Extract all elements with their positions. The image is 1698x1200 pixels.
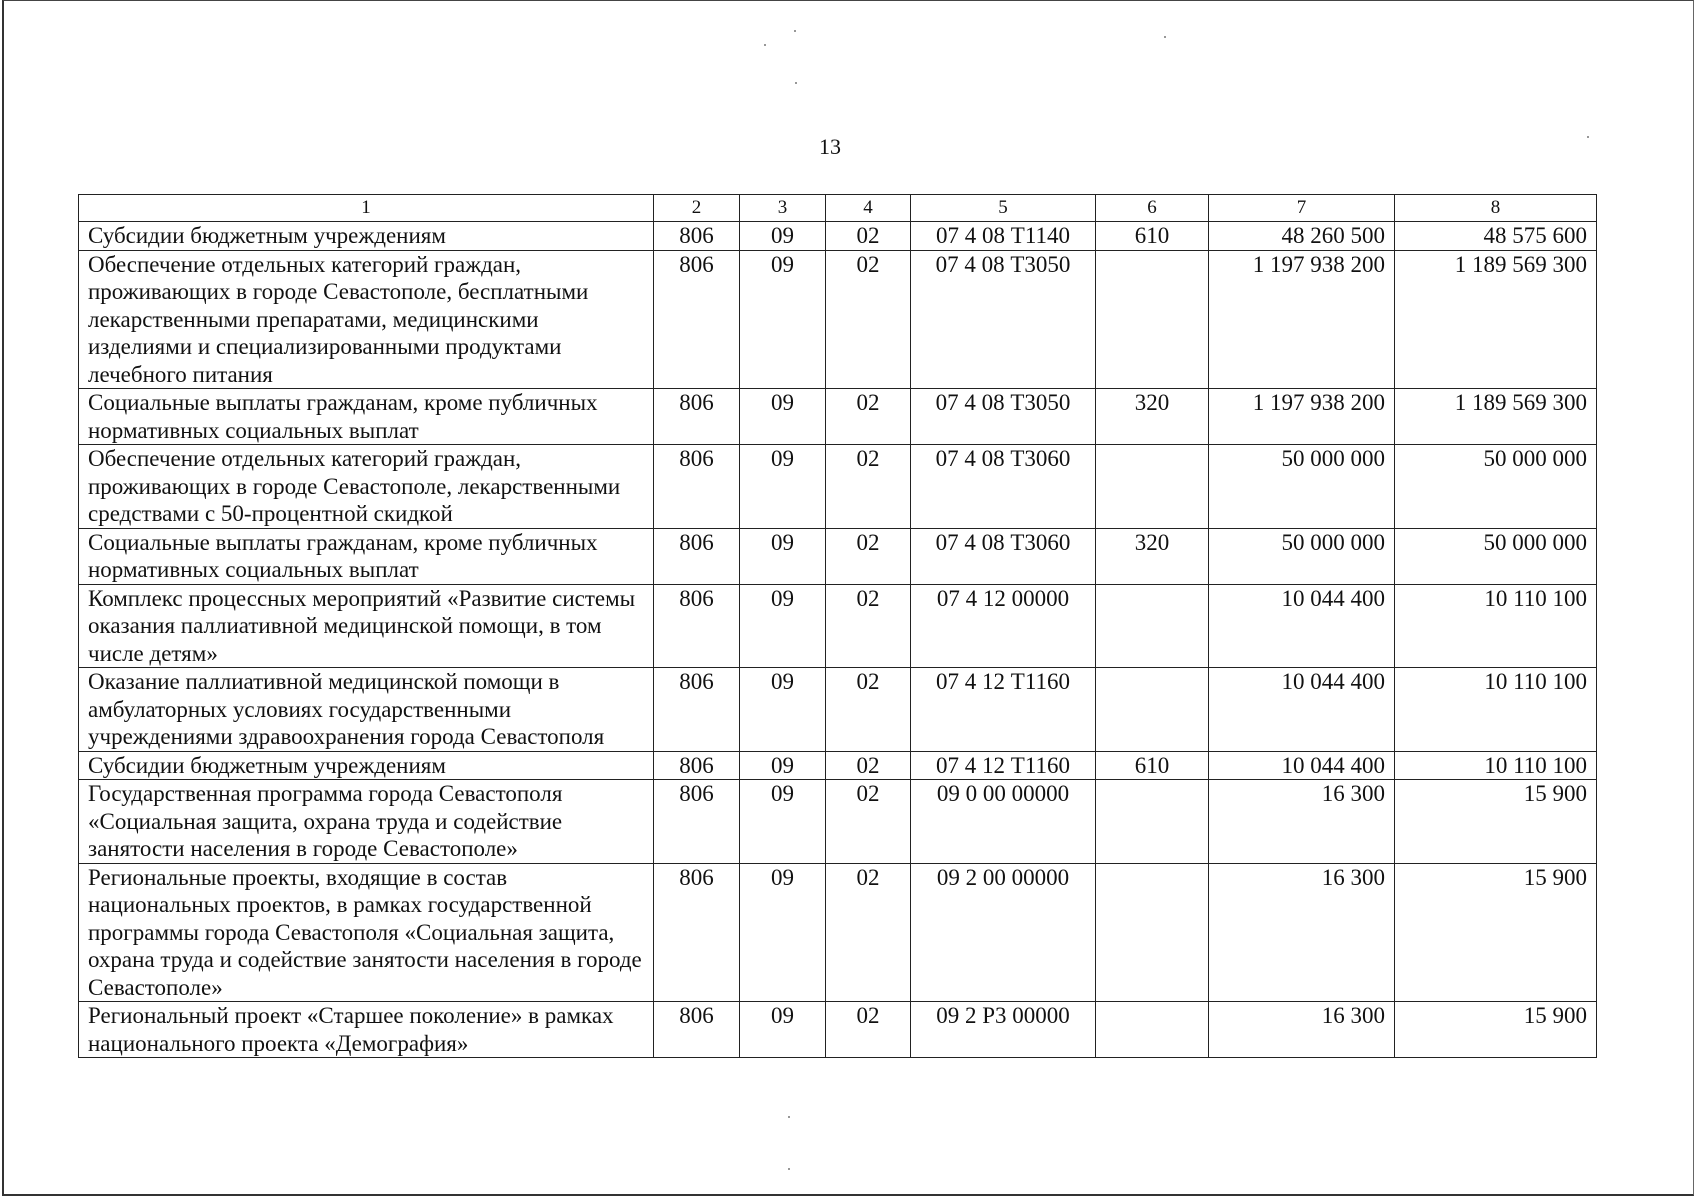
row-name: Оказание паллиативной медицинской помощи в амбулаторных условиях государственными учреждениями здравоохранения города Севастополя [79, 668, 654, 752]
amount-year-1: 50 000 000 [1209, 528, 1395, 584]
subsection-code: 02 [826, 863, 911, 1002]
amount-year-2: 48 575 600 [1395, 222, 1597, 251]
ministry-code: 806 [654, 222, 740, 251]
subsection-code: 02 [826, 668, 911, 752]
ministry-code: 806 [654, 528, 740, 584]
column-header: 6 [1096, 195, 1209, 222]
ministry-code: 806 [654, 751, 740, 780]
row-name: Обеспечение отдельных категорий граждан, проживающих в городе Севастополе, лекарственными средствами с 50-процентной скидкой [79, 445, 654, 529]
column-header: 4 [826, 195, 911, 222]
ministry-code: 806 [654, 584, 740, 668]
table-row [79, 222, 1597, 251]
subsection-code: 02 [826, 389, 911, 445]
row-name: Субсидии бюджетным учреждениям [79, 222, 654, 251]
row-name: Государственная программа города Севастополя «Социальная защита, охрана труда и содействие занятости населения в городе Севастополе» [79, 780, 654, 864]
subsection-code: 02 [826, 1002, 911, 1058]
section-code: 09 [740, 389, 826, 445]
row-name: Социальные выплаты гражданам, кроме публичных нормативных социальных выплат [79, 389, 654, 445]
table-row [79, 780, 1597, 864]
table-header-row [79, 195, 1597, 222]
expense-type-code [1096, 780, 1209, 864]
target-article-code: 07 4 08 Т3050 [911, 250, 1096, 389]
target-article-code: 07 4 08 Т3060 [911, 528, 1096, 584]
target-article-code: 07 4 08 Т3050 [911, 389, 1096, 445]
amount-year-2: 50 000 000 [1395, 445, 1597, 529]
page-number: 13 [819, 134, 841, 159]
table-row [79, 751, 1597, 780]
column-header: 8 [1395, 195, 1597, 222]
column-header: 7 [1209, 195, 1395, 222]
subsection-code: 02 [826, 528, 911, 584]
expense-type-code [1096, 584, 1209, 668]
amount-year-1: 16 300 [1209, 1002, 1395, 1058]
table-row [79, 668, 1597, 752]
amount-year-1: 50 000 000 [1209, 445, 1395, 529]
ministry-code: 806 [654, 863, 740, 1002]
expense-type-code: 610 [1096, 751, 1209, 780]
expense-type-code [1096, 445, 1209, 529]
expense-type-code [1096, 1002, 1209, 1058]
section-code: 09 [740, 584, 826, 668]
amount-year-2: 1 189 569 300 [1395, 389, 1597, 445]
row-name: Социальные выплаты гражданам, кроме публичных нормативных социальных выплат [79, 528, 654, 584]
scan-speck [1587, 136, 1589, 138]
amount-year-1: 10 044 400 [1209, 584, 1395, 668]
expense-type-code: 320 [1096, 389, 1209, 445]
section-code: 09 [740, 445, 826, 529]
amount-year-2: 15 900 [1395, 863, 1597, 1002]
scan-speck [1164, 36, 1166, 38]
expense-type-code: 320 [1096, 528, 1209, 584]
target-article-code: 07 4 12 Т1160 [911, 751, 1096, 780]
amount-year-1: 1 197 938 200 [1209, 250, 1395, 389]
subsection-code: 02 [826, 445, 911, 529]
row-name: Обеспечение отдельных категорий граждан, проживающих в городе Севастополе, бесплатными лекарственными препаратами, медицинскими изделиями и специализированными продуктами лечебного питания [79, 250, 654, 389]
subsection-code: 02 [826, 222, 911, 251]
table-row [79, 250, 1597, 389]
expense-type-code [1096, 250, 1209, 389]
column-header: 1 [79, 195, 654, 222]
amount-year-1: 10 044 400 [1209, 668, 1395, 752]
scan-speck [788, 1116, 790, 1118]
scan-speck [764, 44, 766, 46]
row-name: Комплекс процессных мероприятий «Развитие системы оказания паллиативной медицинской помощи, в том числе детям» [79, 584, 654, 668]
column-header: 3 [740, 195, 826, 222]
target-article-code: 09 2 Р3 00000 [911, 1002, 1096, 1058]
table-row [79, 445, 1597, 529]
table-row [79, 863, 1597, 1002]
ministry-code: 806 [654, 445, 740, 529]
ministry-code: 806 [654, 1002, 740, 1058]
scan-speck [788, 1168, 790, 1170]
ministry-code: 806 [654, 250, 740, 389]
amount-year-1: 1 197 938 200 [1209, 389, 1395, 445]
amount-year-1: 16 300 [1209, 780, 1395, 864]
target-article-code: 07 4 12 Т1160 [911, 668, 1096, 752]
budget-table [78, 194, 1597, 1058]
section-code: 09 [740, 780, 826, 864]
amount-year-2: 10 110 100 [1395, 584, 1597, 668]
ministry-code: 806 [654, 780, 740, 864]
ministry-code: 806 [654, 668, 740, 752]
amount-year-1: 48 260 500 [1209, 222, 1395, 251]
column-header: 2 [654, 195, 740, 222]
section-code: 09 [740, 250, 826, 389]
target-article-code: 09 2 00 00000 [911, 863, 1096, 1002]
target-article-code: 07 4 08 Т1140 [911, 222, 1096, 251]
subsection-code: 02 [826, 751, 911, 780]
row-name: Региональный проект «Старшее поколение» в рамках национального проекта «Демография» [79, 1002, 654, 1058]
subsection-code: 02 [826, 584, 911, 668]
target-article-code: 09 0 00 00000 [911, 780, 1096, 864]
expense-type-code [1096, 668, 1209, 752]
scan-speck [795, 82, 797, 84]
subsection-code: 02 [826, 250, 911, 389]
table-row [79, 584, 1597, 668]
section-code: 09 [740, 1002, 826, 1058]
section-code: 09 [740, 668, 826, 752]
target-article-code: 07 4 08 Т3060 [911, 445, 1096, 529]
expense-type-code [1096, 863, 1209, 1002]
section-code: 09 [740, 528, 826, 584]
target-article-code: 07 4 12 00000 [911, 584, 1096, 668]
row-name: Субсидии бюджетным учреждениям [79, 751, 654, 780]
amount-year-2: 10 110 100 [1395, 668, 1597, 752]
table-row [79, 528, 1597, 584]
expense-type-code: 610 [1096, 222, 1209, 251]
ministry-code: 806 [654, 389, 740, 445]
subsection-code: 02 [826, 780, 911, 864]
amount-year-2: 15 900 [1395, 1002, 1597, 1058]
table-row [79, 389, 1597, 445]
amount-year-2: 1 189 569 300 [1395, 250, 1597, 389]
section-code: 09 [740, 863, 826, 1002]
section-code: 09 [740, 751, 826, 780]
scan-speck [794, 30, 796, 32]
amount-year-2: 15 900 [1395, 780, 1597, 864]
column-header: 5 [911, 195, 1096, 222]
amount-year-1: 16 300 [1209, 863, 1395, 1002]
row-name: Региональные проекты, входящие в состав национальных проектов, в рамках государственной программы города Севастополя «Социальная защита, охрана труда и содействие занятости населения в городе Севастополе» [79, 863, 654, 1002]
amount-year-1: 10 044 400 [1209, 751, 1395, 780]
section-code: 09 [740, 222, 826, 251]
table-row [79, 1002, 1597, 1058]
amount-year-2: 10 110 100 [1395, 751, 1597, 780]
amount-year-2: 50 000 000 [1395, 528, 1597, 584]
